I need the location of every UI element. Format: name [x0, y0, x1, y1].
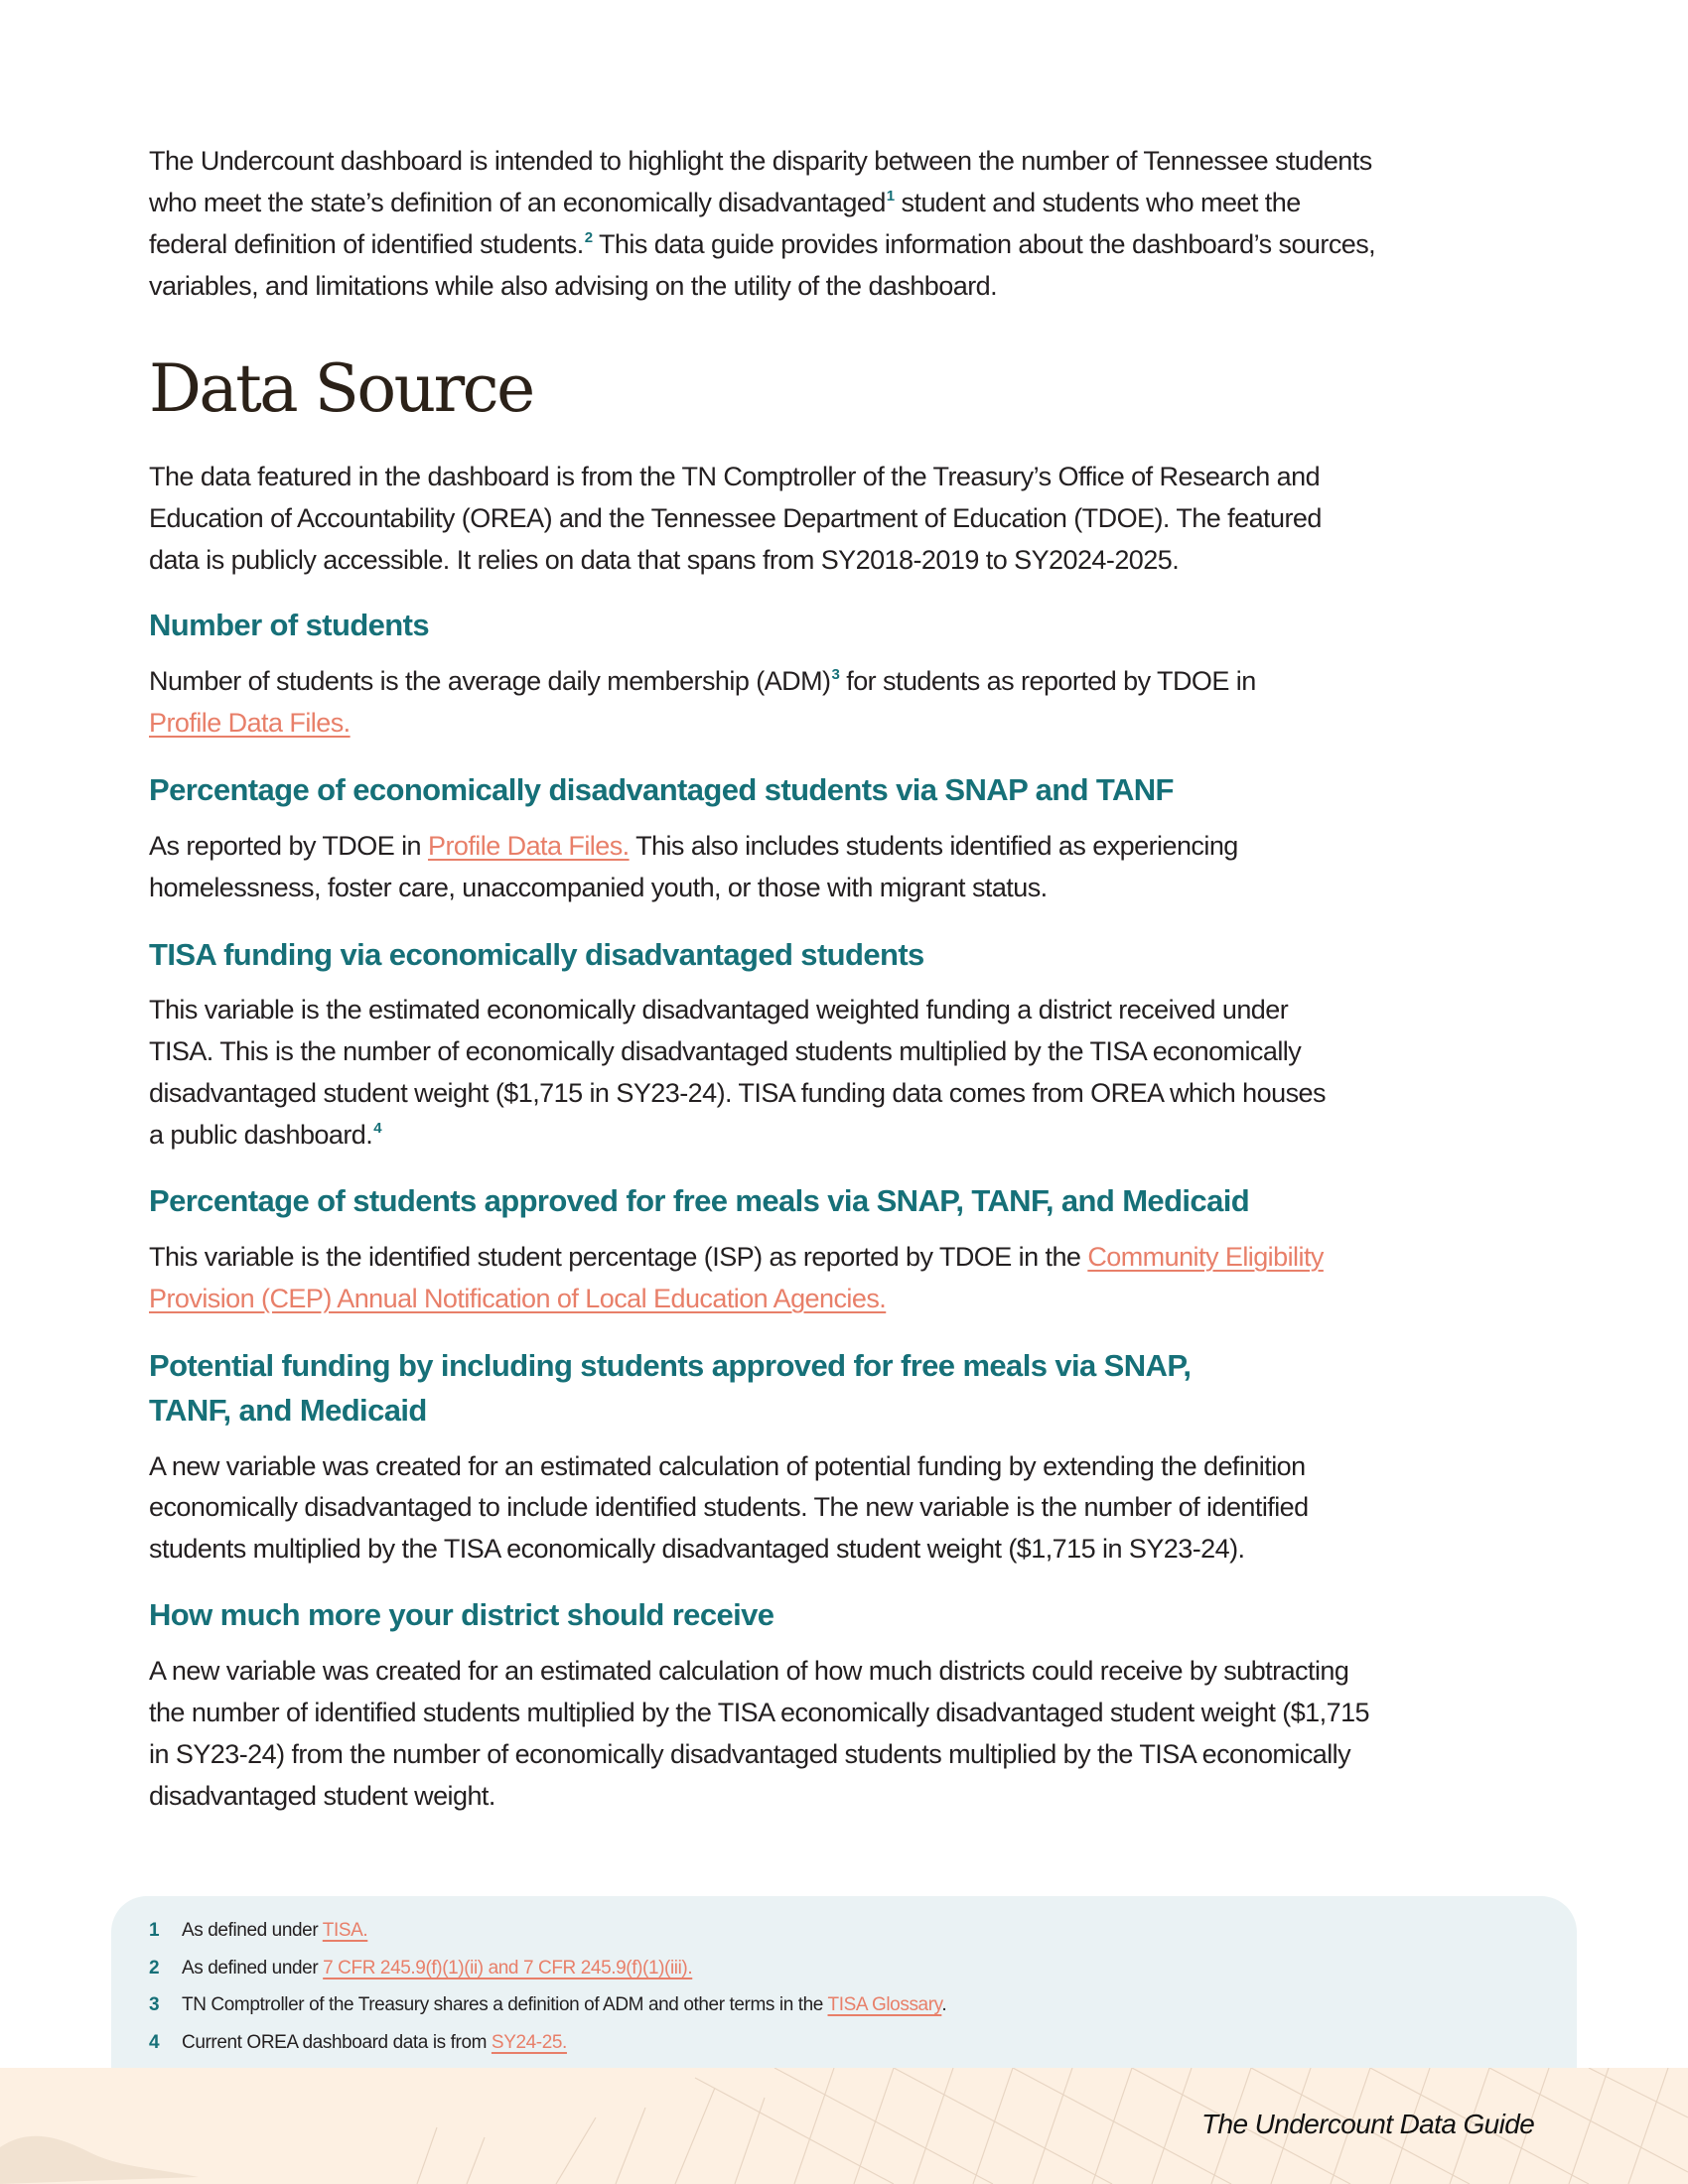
section-heading: How much more your district should receive: [149, 1597, 774, 1632]
footnote-number: 2: [149, 1958, 160, 1979]
section-heading: TISA funding via economically disadvantaged students: [149, 937, 924, 972]
paragraph-line: The data featured in the dashboard is from the TN Comptroller of the Treasury’s Office of Research and: [149, 462, 1321, 491]
hyperlink[interactable]: Community Eligibility: [1087, 1242, 1324, 1272]
footnote-reference[interactable]: 4: [373, 1120, 382, 1137]
paragraph-line: This variable is the identified student percentage (ISP) as reported by TDOE in the Community Eligibility: [149, 1242, 1324, 1272]
footnote-text: Current OREA dashboard data is from SY24-25.: [182, 2032, 567, 2053]
footnote-reference[interactable]: 3: [831, 666, 840, 683]
section-heading: Number of students: [149, 608, 429, 642]
paragraph-line: A new variable was created for an estimated calculation of how much districts could receive by subtracting: [149, 1656, 1349, 1686]
intro-line: federal definition of identified students.$^2$ This data guide provides information about the dashboard’s sources,: [149, 229, 1376, 259]
paragraph-line: TISA. This is the number of economically disadvantaged students multiplied by the TISA economically: [149, 1036, 1302, 1066]
footnote-text: As defined under 7 CFR 245.9(f)(1)(ii) and 7 CFR 245.9(f)(1)(iii).: [182, 1958, 693, 1979]
paragraph-line: As reported by TDOE in Profile Data Files. This also includes students identified as experiencing: [149, 831, 1238, 861]
section-heading: Percentage of economically disadvantaged students via SNAP and TANF: [149, 772, 1174, 807]
hyperlink[interactable]: TISA.: [322, 1920, 368, 1941]
paragraph-line: the number of identified students multiplied by the TISA economically disadvantaged student weight ($1,715: [149, 1698, 1370, 1727]
paragraph-line: A new variable was created for an estimated calculation of potential funding by extending the definition: [149, 1451, 1306, 1481]
section-heading: TANF, and Medicaid: [149, 1393, 427, 1428]
footnote-text: As defined under TISA.: [182, 1920, 368, 1941]
hyperlink[interactable]: Provision (CEP) Annual Notification of Local Education Agencies.: [149, 1284, 887, 1313]
paragraph-line: This variable is the estimated economically disadvantaged weighted funding a district received under: [149, 995, 1289, 1024]
paragraph-line: homelessness, foster care, unaccompanied youth, or those with migrant status.: [149, 873, 1048, 902]
paragraph-line: Education of Accountability (OREA) and the Tennessee Department of Education (TDOE). The featured: [149, 503, 1322, 533]
hyperlink[interactable]: SY24-25.: [491, 2032, 567, 2053]
paragraph-line: disadvantaged student weight ($1,715 in SY23-24). TISA funding data comes from OREA which houses: [149, 1078, 1326, 1108]
paragraph-line: [149, 1278, 886, 1319]
hyperlink[interactable]: 7 CFR 245.9(f)(1)(ii) and 7 CFR 245.9(f)(1)(iii).: [323, 1958, 693, 1979]
page-title: Data Source: [149, 350, 533, 427]
paragraph-line: data is publicly accessible. It relies on data that spans from SY2018-2019 to SY2024-2025.: [149, 545, 1180, 575]
hyperlink[interactable]: Profile Data Files.: [427, 831, 630, 861]
paragraph-line: disadvantaged student weight.: [149, 1781, 495, 1811]
footnote-text: TN Comptroller of the Treasury shares a definition of ADM and other terms in the TISA Glossary.: [182, 1994, 947, 2015]
footnote-number: 3: [149, 1994, 160, 2015]
document-footer-title: The Undercount Data Guide: [1201, 2109, 1535, 2139]
paragraph-line: a public dashboard.$^4$: [149, 1120, 382, 1150]
paragraph-line: economically disadvantaged to include identified students. The new variable is the number of identified: [149, 1492, 1309, 1522]
paragraph-line: in SY23-24) from the number of economically disadvantaged students multiplied by the TISA economically: [149, 1739, 1351, 1769]
paragraph-line: students multiplied by the TISA economically disadvantaged student weight ($1,715 in SY23-24).: [149, 1534, 1245, 1564]
paragraph-line: [149, 702, 351, 744]
intro-line: variables, and limitations while also advising on the utility of the dashboard.: [149, 271, 998, 301]
hyperlink[interactable]: TISA Glossary: [827, 1994, 942, 2015]
footnote-number: 4: [149, 2032, 160, 2053]
paragraph-line: Number of students is the average daily membership (ADM)$^3$ for students as reported by TDOE in: [149, 666, 1256, 696]
footnote-reference[interactable]: 1: [886, 188, 895, 205]
hyperlink[interactable]: Profile Data Files.: [149, 708, 351, 738]
intro-line: The Undercount dashboard is intended to highlight the disparity between the number of Tennessee students: [149, 146, 1372, 176]
intro-line: who meet the state’s definition of an economically disadvantaged$^1$ student and students who meet the: [149, 188, 1301, 217]
section-heading: Potential funding by including students approved for free meals via SNAP,: [149, 1348, 1192, 1383]
section-heading: Percentage of students approved for free meals via SNAP, TANF, and Medicaid: [149, 1183, 1250, 1218]
footnote-reference[interactable]: 2: [584, 229, 593, 246]
footnote-number: 1: [149, 1920, 160, 1941]
